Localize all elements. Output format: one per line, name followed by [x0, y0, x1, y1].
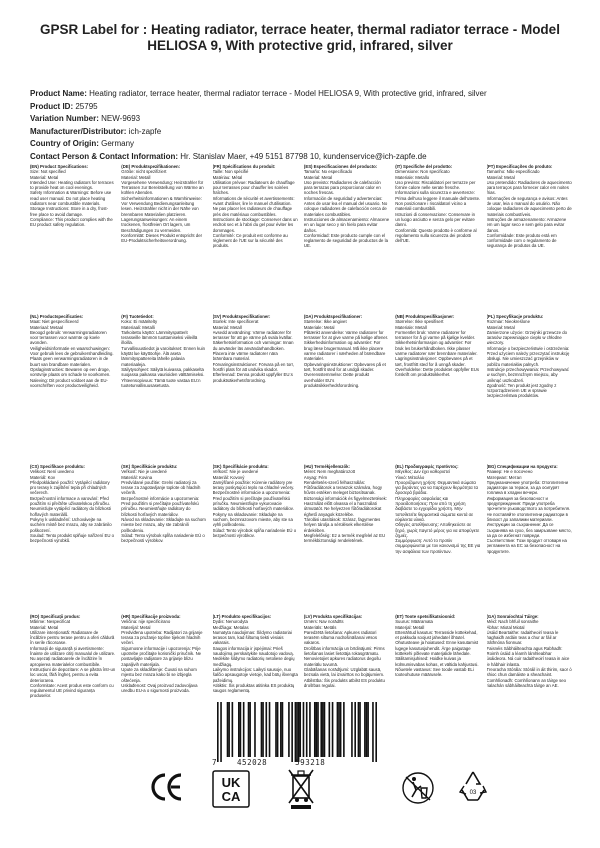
spec-line: Safety Information & Warnings: Before use read user manual. Do not place heating radiators near combustible materials. [30, 190, 112, 207]
spec-line: Sikkerhetsinformasjon og advarsler: Før bruk les brukerhåndboken. Ikke plasser varme radiatorer nær brennbare materialer. [395, 340, 478, 357]
spec-line: Turvallisuustiedot ja varoitukset: Ennen kuin käytät lue käyttöohje. Älä aseta lämmityspattereita lähelle palavia materiaaleja. [121, 345, 205, 367]
spec-line: Materijal: Metal [121, 624, 151, 630]
spec-line: Bezpečnostné informácie a upozornenia: Pred použitím si prečítajte používateľskú príručku. Neumiestňujte radiátory do blízkosti horľavých materiálov. [121, 495, 200, 517]
barcode-bar [238, 702, 240, 757]
spec-line: Dydis: Nenurodyta [212, 619, 248, 625]
spec-line: Veličina: nije specificirano [121, 619, 171, 625]
spec-section [121, 614, 206, 734]
spec-line: Conformidad: Este producto cumple con el reglamento de seguridad de productos de la UE. [303, 232, 388, 249]
barcode-bar [228, 702, 230, 757]
barcode-bar [354, 702, 356, 757]
spec-section [304, 464, 389, 608]
spec-heading: (FR) Spécifications du produit: [212, 164, 276, 169]
spec-line: Информация за безопасност и предупреждения: Преди употреба прочетете ръководството за потребителя. Не поставяйте отоплителни радиатори в близост до запалими материали. [486, 495, 571, 522]
spec-heading: (SK) Špecifikácie produktu: [212, 464, 269, 469]
barcode-bar [309, 702, 311, 757]
spec-heading: (SV) Produktspecifikationer: [212, 314, 271, 319]
barcode-bar [364, 702, 366, 757]
spec-line: Ettenähtud kasutus: Terrasside küttekehad, et pakkuda soojust jahedatel õhtutel. [395, 629, 478, 641]
barcode-bar [375, 702, 377, 762]
spec-section [213, 464, 298, 608]
spec-line: Material: Metal [303, 174, 333, 180]
spec-line: Säilitamisjuhised: Hoidke kuivas ja külmumisvabas kohas, et vältida kahjustusi. [395, 656, 479, 667]
spec-section [30, 314, 115, 458]
spec-heading: (EL) Προδιαγραφές προϊόντος: [395, 464, 459, 469]
barcode-bar [240, 702, 242, 757]
spec-line: Material: Metal [30, 624, 59, 630]
barcode-right: 593218 [295, 758, 326, 767]
spec-line: Intended Use: Heating radiators for terraces to provide heat on cool evenings. [30, 179, 114, 191]
barcode-bar [338, 702, 340, 757]
spec-line: Maat: Niet gespecificeerd [30, 319, 79, 325]
barcode-bar [367, 702, 369, 757]
spec-line: Ohutusteave ja hoiatused: Enne kasutamist lugege kasutusjuhendit. Ärge paigutage küttekehi põlevate materjalide lähedale. [395, 640, 479, 657]
spec-line: Biztonsági információk és figyelmeztetések: Használat előtt olvassa el a használati útmutatót. Ne helyezzen fűtőradiátorokat éghető anyagok közelébe. [303, 495, 388, 517]
barcode-bar [249, 702, 251, 757]
meta-key: Variation Number: [30, 114, 99, 123]
spec-line: Izmērs: Nav norādīts [303, 619, 344, 625]
weee-bin-icon [286, 766, 316, 810]
barcode-bar [366, 702, 368, 757]
spec-line: Istruzioni di conservazione: Conservare in un luogo asciutto e senza gelo per evitare danni. [395, 211, 475, 228]
spec-section [487, 614, 572, 734]
spec-line: Opslaginstructies: Bewaren op een droge, vorstvrije plaats om schade te voorkomen. [30, 366, 111, 378]
spec-line: Informații de siguranță și avertismente: Înainte de utilizare citiți manualul de utilizare. Nu așezați radiatoarele de încălzire în apropierea materialelor combustibile. [30, 645, 116, 667]
spec-line: Material: Metal [486, 174, 515, 180]
spec-line: Materiale: Metal [303, 324, 335, 330]
spec-line: Tamaño: No especificado [303, 169, 353, 175]
spec-line: Comhlíonadh: Comhlíonann an táirge seo rialachán sábháilteachta táirge an AE. [486, 677, 567, 688]
spec-line: Vorgesehene Verwendung: Heizstrahler für Terrassen zur Bereitstellung von Wärme an kühlen Abenden. [121, 179, 204, 196]
spec-line: Lagringsinstruksjoner: Oppbevares på et tørt, frostfritt sted for å unngå skader. [395, 356, 473, 367]
spec-line: Размер: Не е посочено [486, 469, 533, 475]
spec-line: Súlad: Tento výrobok spĺňa nariadenie EÚ o bezpečnosti výrobkov. [212, 527, 297, 538]
meta-key: Product ID: [30, 101, 74, 111]
spec-line: Informazioni sulla sicurezza e avvertenze: Prima dell'uso leggere il manuale dell'utente. Non posizionare i riscaldatori vicino a materiali combustibili. [395, 190, 481, 212]
spec-line: Съответствие: Този продукт отговаря на регламента на ЕС за безопасност на продуктите. [486, 538, 567, 554]
spec-line: Rendeltetés-szerű felhasználás: Fűtőradiátorok a teraszok számára, hogy hűvös estéken meleget biztosítsanak. [303, 479, 382, 496]
spec-line: Säkerhetsinformation och varningar: Innan du använder läs användarhandboken. Placera inte värme radiatorer nära brännbara material. [212, 340, 294, 362]
meta-row [30, 88, 580, 101]
spec-line: Dimensione: Non specificato [395, 169, 450, 175]
meta-row [30, 101, 580, 114]
spec-section [121, 314, 206, 458]
spec-line: Οδηγίες αποθήκευσης: Αποθηκεύστε σε ξηρό, χωρίς παγετό μέρος για να αποφύγετε ζημιές. [395, 522, 480, 538]
spec-line: Uso previsto: Riscaldatori per terrazze per fornire calore nelle serate fresche. [395, 179, 476, 191]
spec-line: Atbilstība: Šis produkts atbilst ES produktu drošības regulai. [303, 677, 385, 688]
barcode-bar [314, 702, 316, 757]
spec-section [213, 314, 298, 458]
barcode-bar [359, 702, 361, 757]
spec-line: Conformità: Questo prodotto è conforme al regolamento sulla sicurezza dei prodotti dell'UE. [395, 227, 477, 244]
spec-line: Size: Not specified [30, 169, 66, 175]
spec-heading: (LV) Produkta specifikācijas: [303, 614, 363, 619]
barcode-bar [316, 702, 318, 757]
spec-line: Materiaali: Metalli [121, 324, 155, 330]
spec-line: Návod na skladovanie: Skladujte na suchom mieste bez mrazu, aby ste zabránili poškodeniu. [121, 516, 206, 533]
spec-line: Opbevaringsinstruktioner: Opbevares på et tørt, frostfrit sted for at undgå skader. [303, 361, 386, 372]
spec-section [304, 164, 389, 308]
spec-line: Uso pretendido: Radiadores de aquecimento para terraços para fornecer calor em noites frias. [486, 179, 572, 196]
spec-line: Overholdelse: Dette produktet oppfyller EUs forskrift om produktsikkerhet. [395, 366, 480, 378]
spec-line: Atitiktis: Šis produktas atitinka ES produktų saugos reglamentą. [212, 682, 295, 694]
barcode-bar [262, 702, 264, 757]
spec-heading: (ES) Especificaciones del producto: [303, 164, 378, 169]
spec-heading: (HR) Specifikacije proizvoda: [121, 614, 181, 619]
meta-key: Contact Person & Contact Information: [30, 151, 179, 161]
spec-line: Avsedd användning: Värme radiatorer för terrasser för att ge värme på svala kvällar. [212, 329, 293, 341]
spec-line: Υλικό: Μέταλλο [395, 474, 425, 480]
spec-heading: (FI) Tuotetiedot: [121, 314, 154, 319]
meta-value: Hr. Stanislav Maer, +49 5151 87798 10, kundenservice@ich-zapfe.de [180, 151, 427, 161]
recycle-icon [456, 768, 490, 806]
spec-heading: (HU) Termékjellemzők: [303, 464, 350, 469]
spec-line: Lagerungsanweisungen: An einem trockenen, frostfreien Ort lagern, um Beschädigungen zu vermeiden. [121, 216, 191, 233]
spec-line: Veľkosť: Nie je uvedené [212, 469, 259, 475]
spec-line: Medžiaga: Metalas [212, 624, 249, 630]
spec-line: Förvaringsinstruktioner: Förvara på en torr, frostfri plats för att undvika skador. [212, 361, 295, 372]
spec-section [121, 464, 206, 608]
spec-line: Mărime: Nespecificat [30, 619, 71, 625]
barcode-bar [337, 702, 339, 757]
spec-line: Säilytysohjeet: Säilytä kuivassa, pakkaselta suojassa paikassa vaurioiden välttämiseksi. [121, 366, 205, 378]
spec-line: Información de seguridad y advertencias: Antes de usar lea el manual del usuario. No coloque radiadores de calefacción cerca de materiales combustibles. [303, 195, 388, 217]
spec-line: Pokyny k uskladnění: Uchovávejte na suchém místě bez mrazu, aby se zabránilo poškození. [30, 516, 112, 533]
spec-line: Μέγεθος: Δεν έχει καθοριστεί [395, 469, 451, 475]
spec-line: Beoogd gebruik: Verwarmingsradiatoren voor terrassen voor warmte op koele avonden. [30, 329, 107, 346]
spec-line: Materiaal: Metaal [30, 324, 63, 330]
spec-line: Προοριζόμενη χρήση: Θερμαντικά σώματα για βεράντες για να παρέχουν θερμότητα τα δροσερά βράδια. [395, 479, 478, 496]
spec-line: Laikymo instrukcijos: Laikyti sausoje, nuo šalčio apsaugotoje vietoje, kad būtų išvengta pažeidimų. [212, 666, 298, 683]
spec-line: Anyag: Fém [303, 474, 328, 480]
ukca-mark-icon [212, 770, 250, 808]
spec-line: Upute za skladištenje: Čuvati na suhom mjestu bez mraza kako bi se izbjegla oštećenja. [121, 666, 197, 683]
barcode [212, 700, 382, 762]
spec-line: Materiál: Kovina [121, 474, 153, 480]
meta-value: Germany [101, 139, 135, 148]
spec-heading: (EN) Product Specifications: [30, 164, 89, 169]
spec-line: Tamanho: Não especificado [486, 169, 540, 175]
meta-key: Manufacturer/Distributor: [30, 126, 127, 136]
spec-line: Nõuetele vastavus: See toode vastab ELi tooteohutuse määrusele. [395, 666, 474, 678]
spec-line: Συμμόρφωση: Αυτό το προϊόν συμμορφώνεται με τον κανονισμό της ΕΕ για την ασφάλεια των προϊόντων. [395, 538, 481, 554]
spec-line: Påtænkt anvendelse: Varme radiatorer for terrasser for at give varme på kølige aftener. [303, 329, 389, 341]
spec-line: Bezpečnostní informace a varování: Před použitím si přečtěte uživatelskou příručku. Neumisťujte vytápěcí radiátory do blízkosti hořlavých materiálů. [30, 495, 111, 517]
spec-line: Konformität: Dieses Produkt entspricht der EU-Produktsicherheitsverordnung. [121, 232, 203, 244]
spec-line: Usklađenost: Ovaj proizvod zadovoljava uredbu EU-a o sigurnosti proizvoda. [121, 682, 198, 694]
spec-line: Instruções de armazenamento: Armazene em um lugar seco e sem gelo para evitar danos. [486, 216, 567, 233]
spec-line: Conformitate: Acest produs este conform cu regulamentul UE privind siguranța produselor. [30, 682, 114, 699]
spec-line: Materiale: Metallo [395, 174, 430, 180]
spec-line: Faisnéis Sábháilteachta agus Rabhadh: Roimh úsáid a léamh lámhleabhar úsáideora. Ná cuir radaitheoirí teasa in aice le hábhair inlasta. [486, 645, 570, 667]
spec-line: Materiał: Metal [486, 324, 515, 330]
spec-line: Materiale: Metall [395, 324, 427, 330]
spec-heading: (DA) Produktspecifikationer: [303, 314, 363, 319]
ce-mark-icon [150, 770, 184, 804]
spec-line: Utilisation prévue: Radiateurs de chauffage pour terrasses pour chauffer les soirées fraîches. [212, 179, 295, 196]
spec-section [121, 164, 206, 308]
barcode-bar [340, 702, 342, 757]
barcode-bar [317, 702, 319, 757]
spec-line: Tárolási utasítások: Száraz, fagymentes helyen tárolja a sérülések elkerülése érdekében. [303, 516, 381, 533]
barcode-bar [324, 702, 326, 757]
spec-section [30, 164, 115, 308]
spec-line: Méid: Nach bhfuil sonraithe [486, 619, 539, 625]
product-meta [30, 88, 580, 163]
barcode-bar [306, 702, 308, 757]
spec-line: Efterlevnad: Denna produkt uppfyller EU:s produktsäkerhetsförordning. [212, 372, 293, 383]
barcode-bar [288, 702, 290, 757]
meta-value: 25795 [75, 101, 98, 111]
barcode-lead: 7 [212, 758, 218, 767]
barcode-bar [329, 702, 331, 757]
barcode-bar [227, 702, 229, 757]
spec-line: Méret: Nem meghatározott [303, 469, 355, 475]
spec-line: Formentlet bruk: Varme radiatorer for terrasser for å gi varme på kjølige kvelder. [395, 329, 476, 341]
spec-line: Storage Instructions: Store in a dry, frost-free place to avoid damage. [30, 206, 109, 217]
spec-line: Zamýšľané použitie: Kúrenie radiátory pre terasy poskytujúci teplo na chladné večery. [212, 479, 295, 491]
spec-heading: (GA) Sonraíochtaí Táirge: [486, 614, 539, 619]
barcode-bar [269, 702, 271, 757]
spec-line: Conformité: Ce produit est conforme au règlement de l'UE sur la sécurité des produits. [212, 232, 288, 249]
barcode-bar [358, 702, 360, 757]
svg-text:UK: UK [221, 775, 241, 790]
tidyman-icon [402, 770, 434, 806]
spec-line: Материал: Метал [486, 474, 522, 480]
spec-line: Størrelse: Ikke spesifisert [395, 319, 444, 325]
spec-line: Größe: nicht spezifiziert [121, 169, 167, 175]
spec-line: Predvídané použitie: Grelni radiatorji za terase za zagotavljanje toplote ob hladnih večerih. [121, 479, 201, 496]
spec-line: Størrelse: Ikke angivet [303, 319, 347, 325]
barcode-bar [343, 702, 345, 757]
barcode-bar [243, 702, 245, 757]
svg-text:03: 03 [469, 790, 477, 796]
spec-line: Megfelelőség: Ez a termék megfelel az EU termékbiztonsági rendeletének. [303, 532, 386, 544]
spec-line: Úsáid Beartaithe: radaitheoirí teasa le haghaidh ardáin teas a chur ar fáil ar tráthnóna fionnuar. [486, 629, 559, 646]
barcode-bar [261, 702, 263, 757]
spec-line: Ábhar: Miotal Miotal [486, 624, 525, 630]
spec-heading: (BG) Спецификации на продукта: [486, 464, 558, 469]
spec-line: Предназначение употреба: Отоплителни радиатори за тераси, за да осигурят топлина в хладни вечери. [486, 479, 569, 496]
spec-line: Sicherheitsinformationen & Warnhinweise: Vor Verwendung Bedienungsanleitung lesen. Heizstrahler nicht in der Nähe von brennbaren Materialien platzieren. [121, 195, 202, 217]
spec-line: Инструкции за съхранение: Да се съхранява на сухо, без замръзване място, за да се избегнат повреди. [486, 522, 572, 538]
spec-line: Instrucciones de almacenamiento: Almacene en un lugar seco y sin hielo para evitar daños. [303, 216, 390, 233]
spec-line: Materiāls: Metāls [303, 624, 337, 630]
spec-line: Súlad: Tento výrobok spĺňa nariadenie EÚ o bezpečnosti výrobkov. [121, 532, 205, 544]
spec-line: Πληροφορίες ασφαλείας και προειδοποιήσεις: Πριν από τη χρήση διαβάστε το εγχειρίδιο χρήστη. Μην τοποθετείτε θερμαντικά σώματα κοντά σε εύφλεκτα υλικά. [395, 495, 474, 522]
spec-line: Conformidade: Este produto está em conformidade com o regulamento de segurança de produtos da UE. [486, 232, 557, 249]
spec-line: Bezpečnostné informácie a upozornenia: Pred použitím si prečítajte používateľskú príručku. Neumiestňujte vykurovacie radiátory do blízkosti horľavých materiálov. [212, 490, 294, 512]
barcode-bar [217, 702, 219, 762]
barcode-bar [298, 702, 300, 762]
barcode-bar [282, 702, 284, 757]
meta-value: NEW-9693 [101, 114, 141, 123]
spec-section [395, 164, 480, 308]
spec-line: Predviđena upotreba: Radijatori za grijanje terasa za pružanje topline tijekom hladnih večeri. [121, 629, 203, 646]
meta-row [30, 138, 580, 151]
spec-heading: (PT) Especificações do produto: [486, 164, 553, 169]
spec-heading: (RO) Specificații produs: [30, 614, 81, 619]
spec-line: Veľkosť: Nie je uvedené [121, 469, 167, 475]
spec-line: Glabāšanas norādījumi: Uzglabāt sausā, bezsala vietā, lai izvairītos no bojājumiem. [303, 666, 385, 678]
spec-line: Informações de segurança e avisos: Antes de usar, leia o manual do usuário. Não coloque radiadores de aquecimento perto de materiais combustíveis. [486, 195, 572, 217]
spec-section [304, 314, 389, 458]
spec-section [395, 314, 480, 458]
barcode-bar [332, 702, 334, 757]
meta-key: Product Name: [30, 89, 87, 98]
spec-heading: (NB) Produktspesifikasjoner: [395, 314, 455, 319]
spec-line: Matériau: Métal [212, 174, 243, 180]
spec-heading: (PL) Specyfikacje produktu: [486, 314, 544, 319]
page-title: GPSR Label for : Heating radiator, terrace heater, thermal radiator terrace - Model HELIOSA 9, With protective grid, infrared, silver [40, 22, 560, 53]
barcode-bar [254, 702, 256, 757]
spec-section [395, 464, 480, 608]
spec-line: Soulad: Tento produkt splňuje nařízení EU o bezpečnosti výrobků. [30, 532, 115, 544]
spec-section [395, 614, 480, 734]
spec-line: Compliance: This product complies with the EU product safety regulation. [30, 216, 113, 228]
spec-line: Taille: Non spécifié [212, 169, 249, 175]
barcode-bar [372, 702, 374, 762]
spec-line: Material: Metall [212, 324, 242, 330]
meta-key: Country of Origin: [30, 139, 99, 148]
spec-line: Koko: Ei määritelty [121, 319, 158, 325]
spec-heading: (NL) Productspecificaties: [30, 314, 84, 319]
meta-value: ich-zapfe [128, 126, 162, 136]
spec-line: Instrukcje przechowywania: Przechowywać w suchym, bezmroźnym miejscu, aby uniknąć uszkodzeń. [486, 366, 569, 383]
spec-line: Velikost: Není uvedeno [30, 469, 74, 475]
barcode-bar [220, 702, 222, 762]
spec-line: Drošības informācija un brīdinājumi: Pirms lietošanas lasiet lietotāja rokasgrāmatu. Nenovietojiet apkures radiatorus degošu materiālu tuvumā. [303, 645, 385, 667]
spec-line: Pokyny na skladovanie: Skladujte na suchom, bezmrazovom mieste, aby ste sa vyhli poškodeniu. [212, 511, 293, 528]
barcode-bar [275, 702, 277, 757]
barcode-bar [280, 702, 282, 757]
spec-line: Zamierzone użycie: Grzejniki grzewcze do tarasów zapewniające ciepło w chłodne wieczory. [486, 329, 567, 346]
spec-heading: (ET) Toote spetsifikatsioonid: [395, 614, 456, 619]
spec-line: Instructions de stockage: Conserver dans un endroit sec et à l'abri du gel pour éviter les dommages. [212, 216, 298, 233]
meta-row [30, 151, 580, 164]
barcode-bar [296, 702, 298, 762]
barcode-bar [351, 702, 353, 757]
barcode-bar [322, 702, 324, 757]
meta-row [30, 113, 580, 126]
spec-line: Naleving: Dit product voldoet aan de EU-voorschriften voor productveiligheid. [30, 377, 108, 388]
barcode-bar [291, 702, 293, 762]
spec-heading: (IT) Specifiche del prodotto: [395, 164, 453, 169]
spec-line: Numatyta naudojimas: Šildymo radiatoriai terasos tam, kad šiltumą tiekti vėsiais vakarais. [212, 629, 292, 646]
spec-line: Utilizare intenționată: Radiatoare de încălzire pentru terase pentru a oferi căldură în serile răcoroase. [30, 629, 115, 646]
spec-line: Materiál: Kovový [212, 474, 245, 480]
meta-row [30, 126, 580, 139]
barcode-left: 452028 [237, 758, 268, 767]
spec-line: Yhteensopivuus: Tämä tuote vastaa EU:n tuoteturvallisuusasetusta. [121, 377, 201, 388]
spec-line: Předpokládané použití: Vytápěcí radiátory pro terasy k zajištění tepla při chladných večerech. [30, 479, 110, 496]
meta-value: Heating radiator, terrace heater, thermal radiator terrace - Model HELIOSA 9, With protective grid, infrared, silver [89, 89, 487, 98]
spec-line: Saugos informacija ir įspėjimai: Prieš naudojimą perskaitykite naudotojo vadovą. Nedėkite šildymo radiatorių netoliese degių medžiagų. [212, 645, 295, 667]
spec-line: Informacje o bezpieczeństwie i ostrzeżenia: Przed użyciem należy przeczytać instrukcję obsługi. Nie umieszczać grzejników w pobliżu materiałów palnych. [486, 345, 570, 367]
spec-line: Zgodność: Ten produkt jest zgodny z rozporządzeniem UE w sprawie bezpieczeństwa produktów. [486, 382, 557, 399]
spec-heading: (CS) Specifikace produktu: [30, 464, 85, 469]
spec-line: Material: Metall [121, 174, 151, 180]
spec-line: Rozmiar: Nieokreślone [486, 319, 530, 325]
spec-line: Veiligheidsinformatie en waarschuwingen: Voor gebruik lees de gebruikershandleiding. Plaats geen verwarmingsradiatoren in de buurt van brandbare materialen. [30, 345, 114, 367]
barcode-bar [277, 702, 279, 757]
spec-section [213, 164, 298, 308]
spec-section [487, 464, 572, 608]
barcode-bar [303, 702, 305, 757]
barcode-bar [295, 702, 297, 762]
spec-section [30, 464, 115, 608]
spec-line: Paredzētā lietošana: Apkures radiatori terasēm siltuma nodrošināšanai vēsos vakaros. [303, 629, 377, 646]
barcode-bar [299, 702, 301, 757]
spec-line: Sikkerhedsinformation og advarsler: Før brug læse brugermanual. Må ikke placere varme radiatorer i nærheden af brændbare materialer. [303, 340, 386, 362]
spec-line: Instrucțiuni de depozitare: A se păstra într-un loc uscat, fără îngheț, pentru a evita deteriorarea. [30, 666, 116, 683]
svg-text:CA: CA [221, 789, 241, 804]
barcode-bar [265, 702, 267, 757]
barcode-bar [320, 702, 322, 757]
spec-line: Material: Metal [30, 174, 59, 180]
spec-section [30, 614, 115, 734]
spec-line: Sigurnosne informacije i upozorenja: Prije upotrebe pročitajte korisnički priručnik. Ne postavljajte radijatore za grijanje blizu zapaljivih materijala. [121, 645, 202, 667]
spec-line: Suurus: Määramata [395, 619, 433, 625]
spec-line: Storlek: Inte specificerat [212, 319, 259, 325]
spec-line: Treoracha Stórála: Stóráil in áit thirim, saor ó shioc chun damáiste a sheachaint. [486, 666, 572, 678]
spec-heading: (SK) Špecifikácie produktu: [121, 464, 178, 469]
spec-line: Materiál: Kov [30, 474, 56, 480]
spec-line: Overensstemmelse: Dette produkt overholder EU's produktsikkerhedsforordning. [303, 372, 370, 388]
spec-line: Informations de sécurité et avertissements: Avant d'utiliser, lire le manuel d'utilisation. Ne pas placer les radiateurs de chauffage près des matériaux combustibles. [212, 195, 295, 217]
spec-heading: (DE) Produktspezifikationen: [121, 164, 181, 169]
barcode-bar [232, 702, 234, 757]
spec-line: Tarkoitettu käyttö: Lämmityspatterit terasseille lämmön tuottamiseksi viileillä illoilla. [121, 329, 198, 346]
barcode-bar [248, 702, 250, 757]
spec-section [487, 164, 572, 308]
spec-line: Materjal: Metall [395, 624, 425, 630]
spec-line: Uso previsto: Radiadores de calefacción para terrazas para proporcionar calor en noches frescas. [303, 179, 381, 196]
spec-heading: (LT) Produkto specifikacijos: [212, 614, 272, 619]
spec-section [487, 314, 572, 458]
